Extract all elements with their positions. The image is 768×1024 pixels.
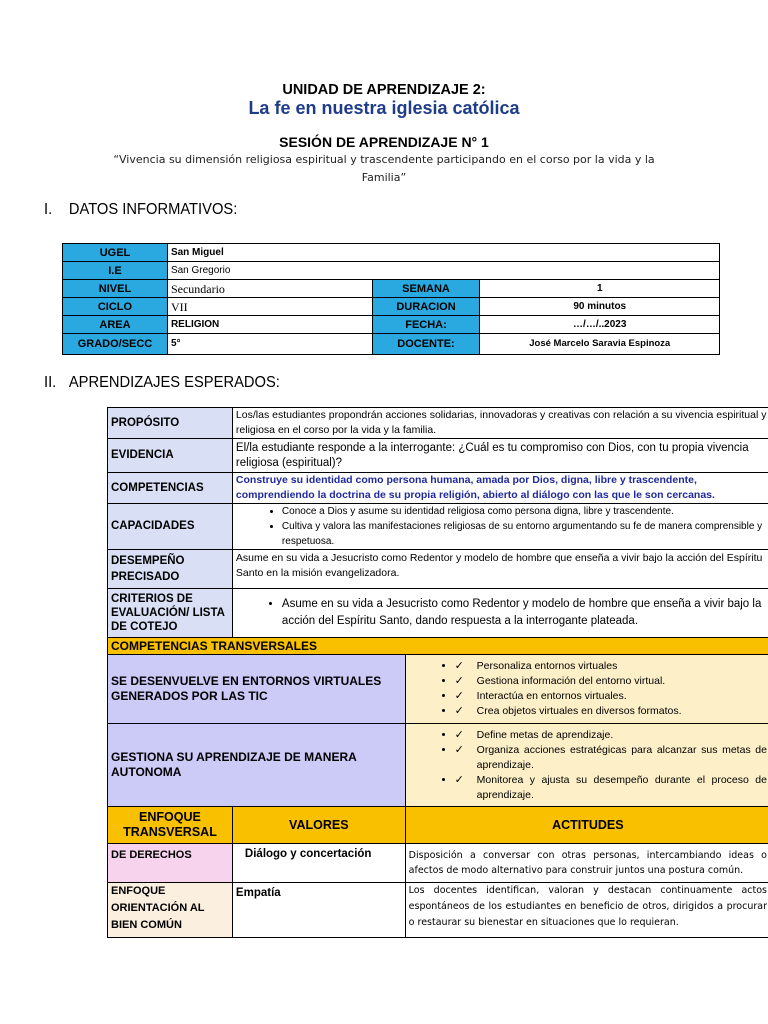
section-number: I. bbox=[44, 201, 53, 218]
ciclo-label: CICLO bbox=[63, 298, 168, 316]
competencias-label: COMPETENCIAS bbox=[108, 473, 233, 504]
check-icon: • ✓ bbox=[454, 675, 464, 687]
table-row bbox=[63, 280, 720, 298]
capacidades-label: CAPACIDADES bbox=[108, 504, 233, 550]
nivel-value: Secundario bbox=[167, 280, 372, 298]
autonoma-checklist bbox=[409, 728, 767, 803]
table-row bbox=[108, 655, 768, 724]
actitud-derechos: Disposición a conversar con otras personas, intercambiando ideas o afectos de modo alternativo para construir juntos una postura común. bbox=[405, 844, 768, 883]
list-item: • ✓ Organiza acciones estratégicas para alcanzar sus metas de aprendizaje. bbox=[455, 743, 767, 773]
quote-line-1: “Vivencia su dimensión religiosa espiritual y trascendente participando en el corso por la vida y la bbox=[113, 153, 655, 166]
competencias-value: Construye su identidad como persona humana, amada por Dios, digna, libre y trascendente, comprendiendo la doctrina de su propia religión, abierto al diálogo con las que le son cercanas. bbox=[232, 473, 768, 504]
proposito-label: PROPÓSITO bbox=[108, 408, 233, 439]
table-row bbox=[108, 408, 768, 439]
ciclo-value: VII bbox=[167, 298, 372, 316]
tic-competence-items bbox=[405, 655, 768, 724]
valores-header: VALORES bbox=[232, 807, 405, 844]
grado-value: 5° bbox=[167, 334, 372, 355]
section-title: APRENDIZAJES ESPERADOS: bbox=[68, 374, 280, 391]
semana-label: SEMANA bbox=[372, 280, 480, 298]
table-row bbox=[63, 316, 720, 334]
table-row bbox=[108, 844, 768, 883]
check-icon: • ✓ bbox=[454, 773, 464, 786]
enfoque-bien-comun: ENFOQUE ORIENTACIÓN AL BIEN COMÚN bbox=[108, 883, 233, 938]
list-item: • Conoce a Dios y asume su identidad religiosa como persona digna, libre y trascendente. bbox=[282, 504, 767, 519]
section-datos-heading bbox=[44, 201, 237, 219]
criterios-label: CRITERIOS DE EVALUACIÓN/ LISTA DE COTEJO bbox=[108, 589, 233, 638]
enfoque-derechos: DE DERECHOS bbox=[108, 844, 233, 883]
proposito-value: Los/las estudiantes propondrán acciones solidarias, innovadoras y creativas con relación a su vivencia espiritual y religiosa en el corso por la vida y la familia. bbox=[232, 408, 768, 439]
autonoma-competence-label: GESTIONA SU APRENDIZAJE DE MANERA AUTONOMA bbox=[108, 724, 406, 807]
list-item: • ✓ Crea objetos virtuales en diversos formatos. bbox=[455, 704, 767, 719]
table-row bbox=[108, 724, 768, 807]
table-row bbox=[63, 298, 720, 316]
duracion-value: 90 minutos bbox=[480, 298, 720, 316]
valor-empatia: Empatía bbox=[232, 883, 405, 938]
check-icon: • ✓ bbox=[454, 743, 464, 756]
list-item: • ✓ Personaliza entornos virtuales bbox=[455, 659, 767, 674]
docente-label: DOCENTE: bbox=[372, 334, 480, 355]
fecha-label: FECHA: bbox=[372, 316, 480, 334]
session-quote bbox=[100, 151, 668, 187]
competencias-transversales-header: COMPETENCIAS TRANSVERSALES bbox=[108, 638, 768, 655]
grado-label: GRADO/SECC bbox=[63, 334, 168, 355]
desempeno-value: Asume en su vida a Jesucristo como Redentor y modelo de hombre que enseña a vivir bajo la acción del Espíritu Santo en la misión evangelizadora. bbox=[232, 550, 768, 589]
fecha-value: …/…/..2023 bbox=[480, 316, 720, 334]
actitud-bien-comun: Los docentes identifican, valoran y destacan continuamente actos espontáneos de los estudiantes en beneficio de otros, dirigidos a procurar o restaurar su bienestar en situaciones que lo requieran. bbox=[405, 883, 768, 938]
table-row bbox=[63, 244, 720, 262]
table-row bbox=[108, 550, 768, 589]
criterios-list bbox=[236, 596, 767, 630]
area-value: RELIGION bbox=[167, 316, 372, 334]
list-item: • ✓ Interactúa en entornos virtuales. bbox=[455, 689, 767, 704]
table-row bbox=[108, 439, 768, 473]
ie-label: I.E bbox=[63, 262, 168, 280]
valor-dialogo: Diálogo y concertación bbox=[232, 844, 405, 883]
capacidades-list bbox=[236, 504, 767, 549]
datos-informativos-table bbox=[62, 243, 720, 355]
ugel-label: UGEL bbox=[63, 244, 168, 262]
autonoma-competence-items bbox=[405, 724, 768, 807]
list-item: • ✓ Define metas de aprendizaje. bbox=[455, 728, 767, 743]
unit-heading: UNIDAD DE APRENDIZAJE 2: bbox=[282, 82, 486, 98]
table-row bbox=[108, 638, 768, 655]
list-item: • Cultiva y valora las manifestaciones religiosas de su entorno argumentando su fe de manera comprensible y respetuosa. bbox=[282, 519, 767, 549]
table-row bbox=[108, 473, 768, 504]
desempeno-label: DESEMPEÑO PRECISADO bbox=[108, 550, 233, 589]
unit-title: La fe en nuestra iglesia católica bbox=[248, 98, 520, 118]
ugel-value: San Miguel bbox=[167, 244, 719, 262]
tic-competence-label: SE DESENVUELVE EN ENTORNOS VIRTUALES GENERADOS POR LAS TIC bbox=[108, 655, 406, 724]
section-number: II. bbox=[44, 374, 57, 391]
ie-value: San Gregorio bbox=[167, 262, 719, 280]
semana-value: 1 bbox=[480, 280, 720, 298]
nivel-label: NIVEL bbox=[63, 280, 168, 298]
quote-line-2: Familia” bbox=[361, 171, 407, 184]
check-icon: • ✓ bbox=[454, 690, 464, 702]
aprendizajes-table bbox=[107, 407, 768, 938]
evidencia-value: El/la estudiante responde a la interrogante: ¿Cuál es tu compromiso con Dios, con tu propia vivencia religiosa (espiritual)? bbox=[232, 439, 768, 473]
check-icon: • ✓ bbox=[454, 705, 464, 717]
table-row bbox=[63, 334, 720, 355]
section-title: DATOS INFORMATIVOS: bbox=[68, 201, 238, 218]
session-heading: SESIÓN DE APRENDIZAJE N° 1 bbox=[279, 134, 489, 150]
docente-value: José Marcelo Saravia Espinoza bbox=[480, 334, 720, 355]
capacidades-value bbox=[232, 504, 768, 550]
check-icon: • ✓ bbox=[454, 660, 464, 672]
tic-checklist bbox=[409, 659, 767, 719]
criterios-value bbox=[232, 589, 768, 638]
list-item: • ✓ Gestiona información del entorno virtual. bbox=[455, 674, 767, 689]
table-row bbox=[63, 262, 720, 280]
list-item: • ✓ Monitorea y ajusta su desempeño durante el proceso de aprendizaje. bbox=[455, 773, 767, 803]
table-row bbox=[108, 504, 768, 550]
table-row bbox=[108, 589, 768, 638]
duracion-label: DURACION bbox=[372, 298, 480, 316]
actitudes-header: ACTITUDES bbox=[405, 807, 768, 844]
evidencia-label: EVIDENCIA bbox=[108, 439, 233, 473]
table-row bbox=[108, 883, 768, 938]
check-icon: • ✓ bbox=[454, 728, 464, 741]
section-aprendizajes-heading bbox=[44, 374, 280, 392]
area-label: AREA bbox=[63, 316, 168, 334]
enfoque-header: ENFOQUE TRANSVERSAL bbox=[108, 807, 233, 844]
list-item: • Asume en su vida a Jesucristo como Redentor y modelo de hombre que enseña a vivir bajo la acción del Espíritu Santo, dando respuesta a la interrogante plateada. bbox=[282, 596, 767, 630]
table-row bbox=[108, 807, 768, 844]
